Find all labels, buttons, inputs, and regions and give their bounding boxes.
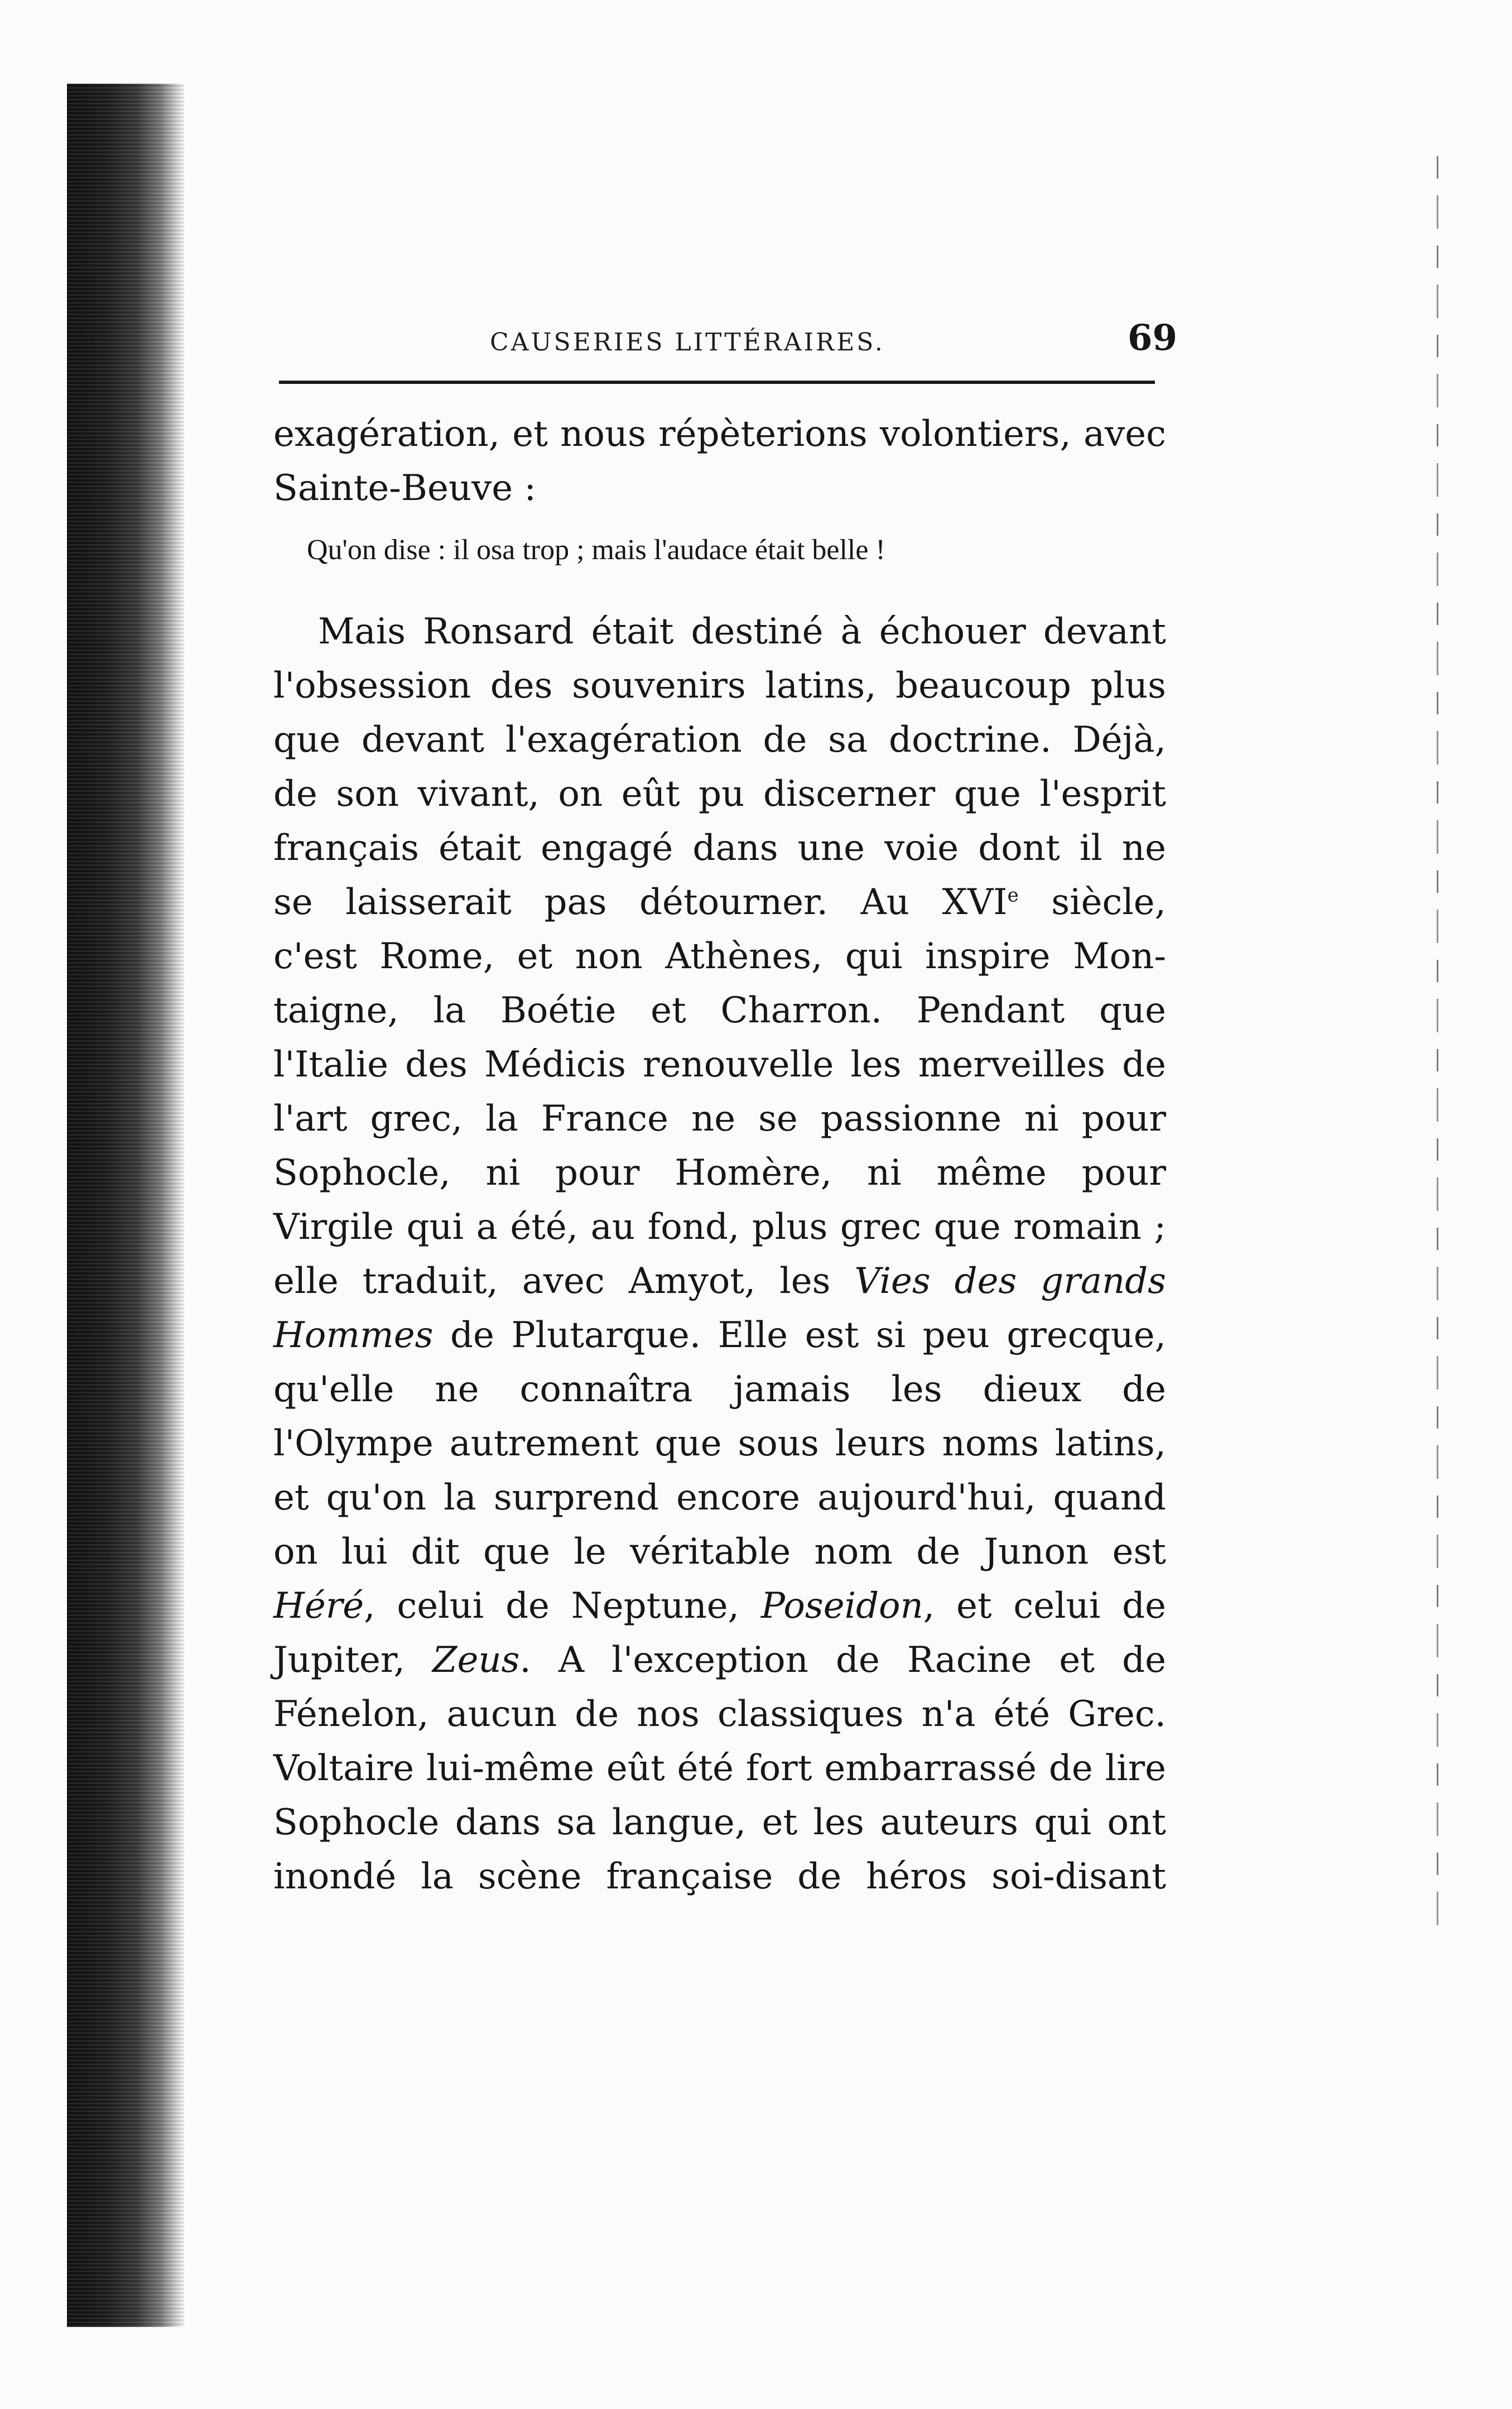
text-segment: se laisserait pas détourner. Au XVI (273, 882, 1008, 923)
text-line (273, 1309, 1166, 1363)
book-gutter-shadow (67, 84, 184, 2327)
text-line (273, 1633, 1166, 1687)
text-line: Virgile qui a été, au fond, plus grec que romain ; (273, 1206, 1166, 1248)
text-line (273, 876, 1166, 930)
header-rule (279, 381, 1155, 384)
page-header (273, 312, 1177, 379)
verse-quotation: Qu'on dise : il osa trop ; mais l'audace était belle ! (307, 534, 885, 566)
text-line: et qu'on la surprend encore aujourd'hui, quand (273, 1477, 1166, 1518)
text-line: Sophocle, ni pour Homère, ni même pour (273, 1152, 1166, 1194)
italic-title: Hommes (273, 1315, 434, 1356)
text-line: de son vivant, on eût pu discerner que l'esprit (273, 773, 1166, 815)
text-line (273, 1254, 1166, 1309)
text-segment: elle traduit, avec Amyot, les (273, 1261, 855, 1302)
text-line: Sainte-Beuve : (273, 468, 536, 509)
text-segment: , et celui de (923, 1585, 1167, 1627)
book-page (273, 312, 1177, 1904)
page-number: 69 (1127, 317, 1177, 359)
text-segment: Jupiter, (273, 1639, 432, 1681)
text-segment: , celui de Neptune, (364, 1585, 761, 1627)
body-text (273, 407, 1166, 1904)
text-line: l'Italie des Médicis renouvelle les merveilles de (273, 1044, 1166, 1085)
text-line: Mais Ronsard était destiné à échouer devant (318, 611, 1166, 652)
text-line (273, 1579, 1166, 1633)
superscript: e (1007, 884, 1019, 907)
text-line: l'art grec, la France ne se passionne ni pour (273, 1098, 1166, 1139)
text-line: exagération, et nous répèterions volontiers, avec (273, 413, 1166, 455)
text-line: inondé la scène française de héros soi-disant (273, 1856, 1166, 1897)
text-segment: siècle, (1018, 882, 1166, 923)
text-line: Fénelon, aucun de nos classiques n'a été Grec. (273, 1694, 1166, 1735)
text-segment: . A l'exception de Racine et de (519, 1639, 1167, 1681)
text-line: qu'elle ne connaîtra jamais les dieux de (273, 1369, 1166, 1410)
page-edge-mark (1437, 156, 1438, 1942)
text-line: on lui dit que le véritable nom de Junon est (273, 1531, 1166, 1573)
italic-name: Poseidon (760, 1585, 923, 1627)
italic-name: Héré (273, 1585, 364, 1627)
text-line: que devant l'exagération de sa doctrine. Déjà, (273, 719, 1166, 761)
text-line: français était engagé dans une voie dont il ne (273, 828, 1166, 869)
text-line: Voltaire lui-même eût été fort embarrassé de lire (273, 1748, 1166, 1789)
text-segment: de Plutarque. Elle est si peu grecque, (433, 1315, 1166, 1356)
text-line: l'Olympe autrement que sous leurs noms latins, (273, 1423, 1166, 1464)
italic-name: Zeus (432, 1639, 520, 1681)
running-title: CAUSERIES LITTÉRAIRES. (490, 328, 885, 357)
text-line: taigne, la Boétie et Charron. Pendant que (273, 990, 1166, 1031)
italic-title: Vies des grands (854, 1261, 1167, 1302)
text-line: l'obsession des souvenirs latins, beaucoup plus (273, 665, 1166, 706)
text-line: c'est Rome, et non Athènes, qui inspire Mon- (273, 936, 1166, 977)
text-line: Sophocle dans sa langue, et les auteurs qui ont (273, 1802, 1166, 1843)
